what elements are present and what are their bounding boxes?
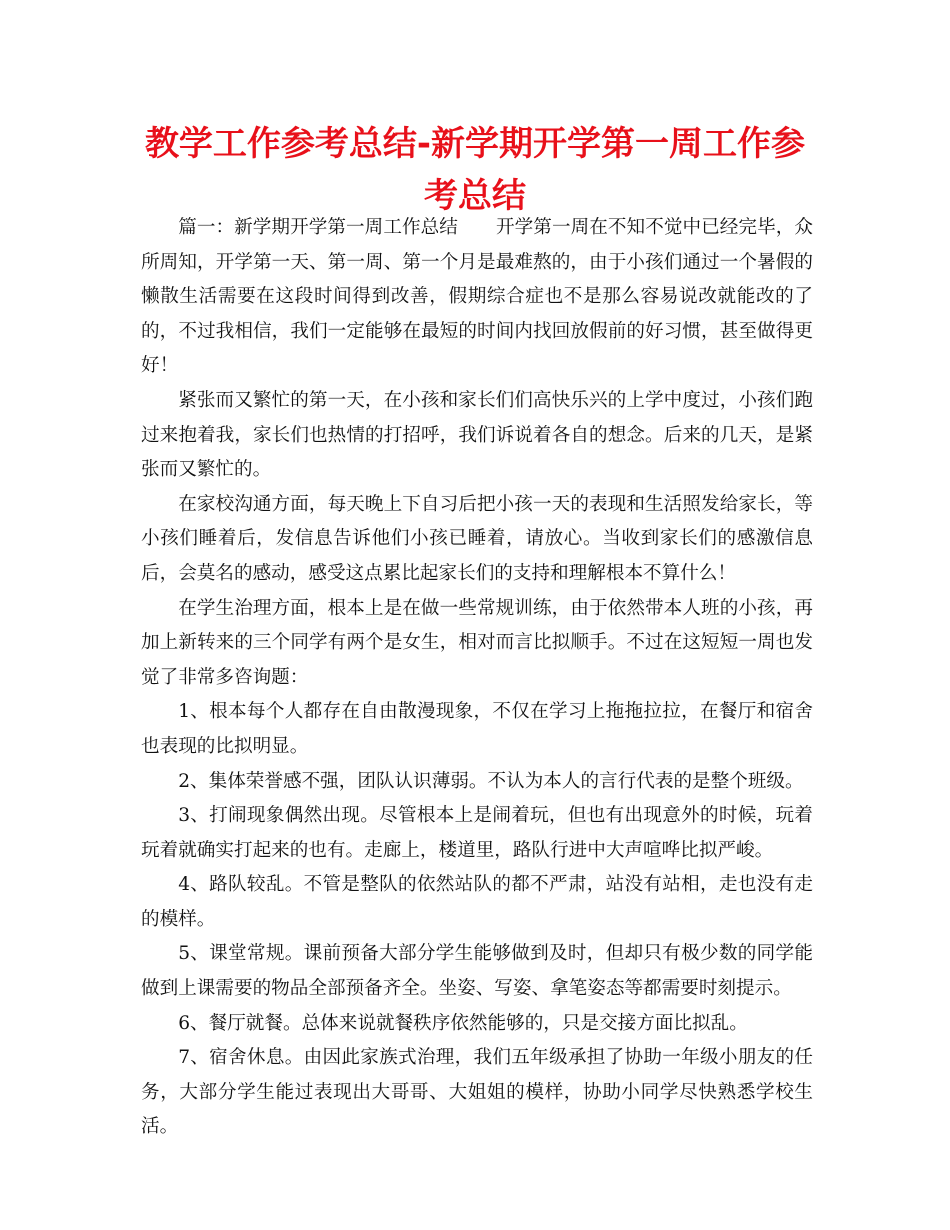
list-item: 6、餐厅就餐。总体来说就餐秩序依然能够的，只是交接方面比拟乱。: [178, 1012, 748, 1034]
list-item: 3、打闹现象偶然出现。尽管根本上是闹着玩，但也有出现意外的时候，玩着玩着就确实打起来的也有。走廊上，楼道里，路队行进中大声喧哗比拟严峻。: [141, 805, 813, 861]
body-paragraph: 在家校沟通方面，每天晚上下自习后把小孩一天的表现和生活照发给家长，等小孩们睡着后，发信息告诉他们小孩已睡着，请放心。当收到家长们的感激信息后，会莫名的感动，感受这点累比起家长们的支持和理解根本不算什么！: [141, 493, 813, 584]
list-item: 7、宿舍休息。由因此家族式治理，我们五年级承担了协助一年级小朋友的任务，大部分学生能过表现出大哥哥、大姐姐的模样，协助小同学尽快熟悉学校生活。: [141, 1047, 813, 1138]
body-paragraph: 紧张而又繁忙的第一天，在小孩和家长们们高快乐兴的上学中度过，小孩们跑过来抱着我，家长们也热情的打招呼，我们诉说着各自的想念。后来的几天，是紧张而又繁忙的。: [141, 389, 813, 481]
intro-paragraph: [141, 211, 813, 384]
list-item: 2、集体荣誉感不强，团队认识薄弱。不认为本人的言行代表的是整个班级。: [178, 770, 804, 792]
document-body: [141, 211, 813, 1145]
list-item: 4、路队较乱。不管是整队的依然站队的都不严肃，站没有站相，走也没有走的模样。: [141, 874, 813, 930]
list-item: 5、课堂常规。课前预备大部分学生能够做到及时，但却只有极少数的同学能做到上课需要的物品全部预备齐全。坐姿、写姿、拿笔姿态等都需要时刻提示。: [141, 943, 813, 1000]
body-paragraph: 在学生治理方面，根本上是在做一些常规训练，由于依然带本人班的小孩，再加上新转来的三个同学有两个是女生，相对而言比拟顺手。不过在这短短一周也发觉了非常多咨询题：: [141, 597, 813, 688]
intro-text: 开学第一周在不知不觉中已经完毕，众所周知，开学第一天、第一周、第一个月是最难熬的，由于小孩们通过一个暑假的懒散生活需要在这段时间得到改善，假期综合症也不是那么容易说改就能改的了的，不过我相信，我们一定能够在最短的时间内找回放假前的好习惯，甚至做得更好！: [141, 217, 813, 377]
document-title: 教学工作参考总结-新学期开学第一周工作参考总结: [144, 124, 806, 216]
list-item: 1、根本每个人都存在自由散漫现象，不仅在学习上拖拖拉拉，在餐厅和宿舍也表现的比拟明显。: [141, 701, 813, 757]
intro-heading: 篇一：新学期开学第一周工作总结: [178, 217, 458, 238]
